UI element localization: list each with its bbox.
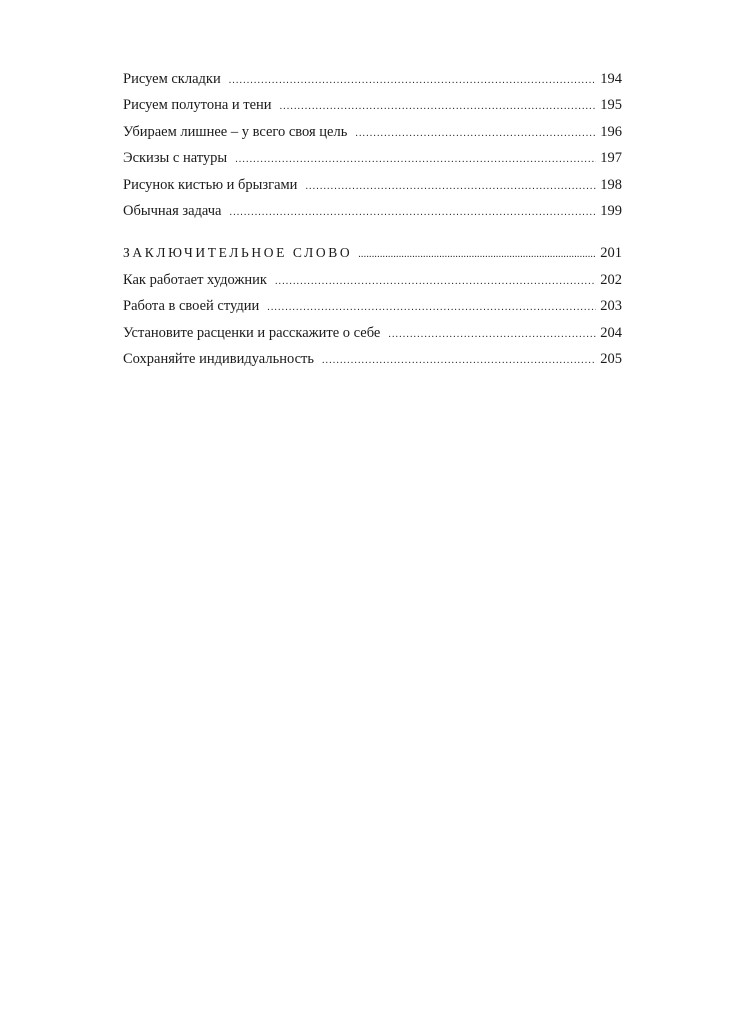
- toc-entry-page: 202: [600, 271, 622, 288]
- toc-entry-title: Убираем лишнее – у всего своя цель: [123, 123, 348, 140]
- toc-entry: [123, 198, 622, 224]
- toc-entry-page: 197: [600, 150, 622, 167]
- dot-leader: [355, 121, 596, 147]
- toc-entry-page: 204: [600, 324, 622, 341]
- toc-entry-title: Сохраняйте индивидуальность: [123, 350, 314, 367]
- toc-entry-page: 196: [600, 123, 622, 140]
- toc-entry-page: 205: [600, 350, 622, 367]
- toc-entry-title: Эскизы с натуры: [123, 150, 228, 167]
- dot-leader: [229, 68, 597, 94]
- toc-entry: [123, 119, 622, 145]
- dot-leader: [235, 147, 596, 173]
- toc-section-heading: [123, 240, 622, 266]
- toc-entry: [123, 267, 622, 293]
- toc-entry: [123, 346, 622, 372]
- toc-entry: [123, 320, 622, 346]
- toc-entry-title: Установите расценки и расскажите о себе: [123, 324, 381, 341]
- section-title: ЗАКЛЮЧИТЕЛЬНОЕ СЛОВО: [123, 245, 353, 261]
- dot-leader: [358, 242, 596, 268]
- toc-entry-title: Обычная задача: [123, 202, 222, 219]
- toc-entry: [123, 66, 622, 92]
- toc-entry-page: 194: [600, 71, 622, 87]
- toc-entry-page: 203: [600, 298, 622, 315]
- dot-leader: [305, 174, 596, 200]
- toc-entry-page: 195: [600, 97, 622, 114]
- dot-leader: [230, 200, 597, 226]
- toc-entry: [123, 293, 622, 319]
- toc-entry-title: Рисуем складки: [123, 71, 221, 87]
- dot-leader: [267, 295, 596, 321]
- toc-entry-title: Рисунок кистью и брызгами: [123, 176, 298, 193]
- dot-leader: [275, 269, 596, 295]
- table-of-contents: [123, 66, 622, 372]
- toc-entry: [123, 172, 622, 198]
- dot-leader: [388, 322, 596, 348]
- section-page: 201: [600, 245, 622, 262]
- toc-entry-title: Как работает художник: [123, 271, 267, 288]
- toc-entry: [123, 145, 622, 171]
- toc-entry-title: Рисуем полутона и тени: [123, 97, 272, 114]
- toc-entry-title: Работа в своей студии: [123, 298, 260, 315]
- dot-leader: [280, 94, 597, 120]
- toc-entry: [123, 92, 622, 118]
- dot-leader: [322, 348, 596, 374]
- toc-entry-page: 198: [600, 176, 622, 193]
- toc-entry-page: 199: [600, 202, 622, 219]
